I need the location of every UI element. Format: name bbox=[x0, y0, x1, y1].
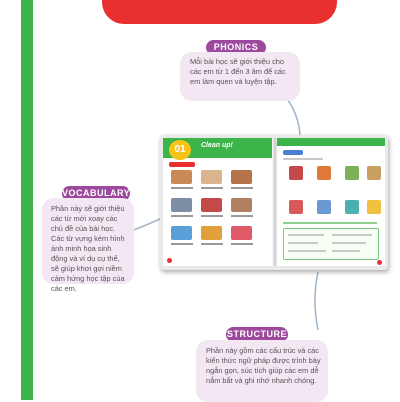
vocab-picture bbox=[171, 170, 192, 184]
vocab-caption bbox=[201, 215, 223, 217]
structure-box bbox=[283, 228, 379, 260]
phonics-section-tag bbox=[283, 150, 303, 155]
structure-connector bbox=[315, 272, 318, 330]
vocab-caption bbox=[201, 243, 223, 245]
phonics-picture bbox=[289, 200, 303, 214]
structure-text: Phần này gồm các cấu trúc và các kiến thức ngữ pháp được trình bày ngắn gọn, súc tích giúp các em dễ nắm bắt và ghi nhớ nhanh chóng. bbox=[206, 346, 321, 385]
structure-line bbox=[332, 250, 360, 252]
structure-line bbox=[288, 234, 324, 236]
vocab-caption bbox=[201, 187, 223, 189]
unit-title: Clean up! bbox=[201, 142, 233, 149]
right-page-band bbox=[277, 138, 385, 146]
vocab-picture bbox=[231, 198, 252, 212]
vocab-picture bbox=[201, 198, 222, 212]
page-number-dot bbox=[167, 258, 172, 263]
phonics-picture bbox=[345, 166, 359, 180]
structure-line bbox=[288, 250, 326, 252]
phonics-text: Mỗi bài học sẽ giới thiệu cho các em từ 1 đến 3 âm để các em làm quen và luyện tập. bbox=[190, 57, 286, 86]
vocab-caption bbox=[231, 243, 253, 245]
vocab-caption bbox=[231, 215, 253, 217]
structure-label: STRUCTURE bbox=[226, 327, 288, 342]
left-page bbox=[163, 138, 273, 266]
instruction-line bbox=[283, 158, 323, 160]
phonics-picture bbox=[367, 166, 381, 180]
vocabulary-text: Phần này sẽ giới thiệu các từ mới xoay các chủ đề của bài học. Các từ vựng kèm hình ảnh minh họa sinh động và ví dụ cụ thể, sẽ giúp khơi gợi niềm cảm hứng học tập của các em. bbox=[51, 204, 125, 293]
vocab-picture bbox=[201, 170, 222, 184]
structure-line bbox=[332, 242, 366, 244]
phonics-picture bbox=[317, 200, 331, 214]
structure-line bbox=[332, 234, 372, 236]
vocabulary-bubble bbox=[42, 198, 134, 293]
page-number-dot bbox=[377, 260, 382, 265]
vocab-caption bbox=[171, 187, 193, 189]
vocab-picture bbox=[201, 226, 222, 240]
phonics-picture bbox=[289, 166, 303, 180]
structure-line bbox=[288, 242, 318, 244]
phonics-picture bbox=[345, 200, 359, 214]
unit-number: 01 bbox=[169, 140, 191, 160]
vocab-picture bbox=[231, 170, 252, 184]
right-page bbox=[277, 138, 385, 266]
vocab-caption bbox=[231, 187, 253, 189]
vocab-picture bbox=[231, 226, 252, 240]
structure-bubble bbox=[196, 340, 328, 402]
phonics-connector bbox=[288, 100, 300, 138]
structure-divider bbox=[283, 222, 377, 224]
vocab-picture bbox=[171, 198, 192, 212]
vocabulary-label: VOCABULARY bbox=[62, 186, 130, 201]
phonics-label: PHONICS bbox=[206, 40, 266, 55]
vocab-caption bbox=[171, 215, 193, 217]
vocabulary-section-tag bbox=[169, 162, 195, 167]
phonics-picture bbox=[317, 166, 331, 180]
book-spread bbox=[160, 135, 388, 270]
vocab-picture bbox=[171, 226, 192, 240]
vocab-caption bbox=[171, 243, 193, 245]
phonics-picture bbox=[367, 200, 381, 214]
phonics-bubble bbox=[180, 52, 300, 101]
